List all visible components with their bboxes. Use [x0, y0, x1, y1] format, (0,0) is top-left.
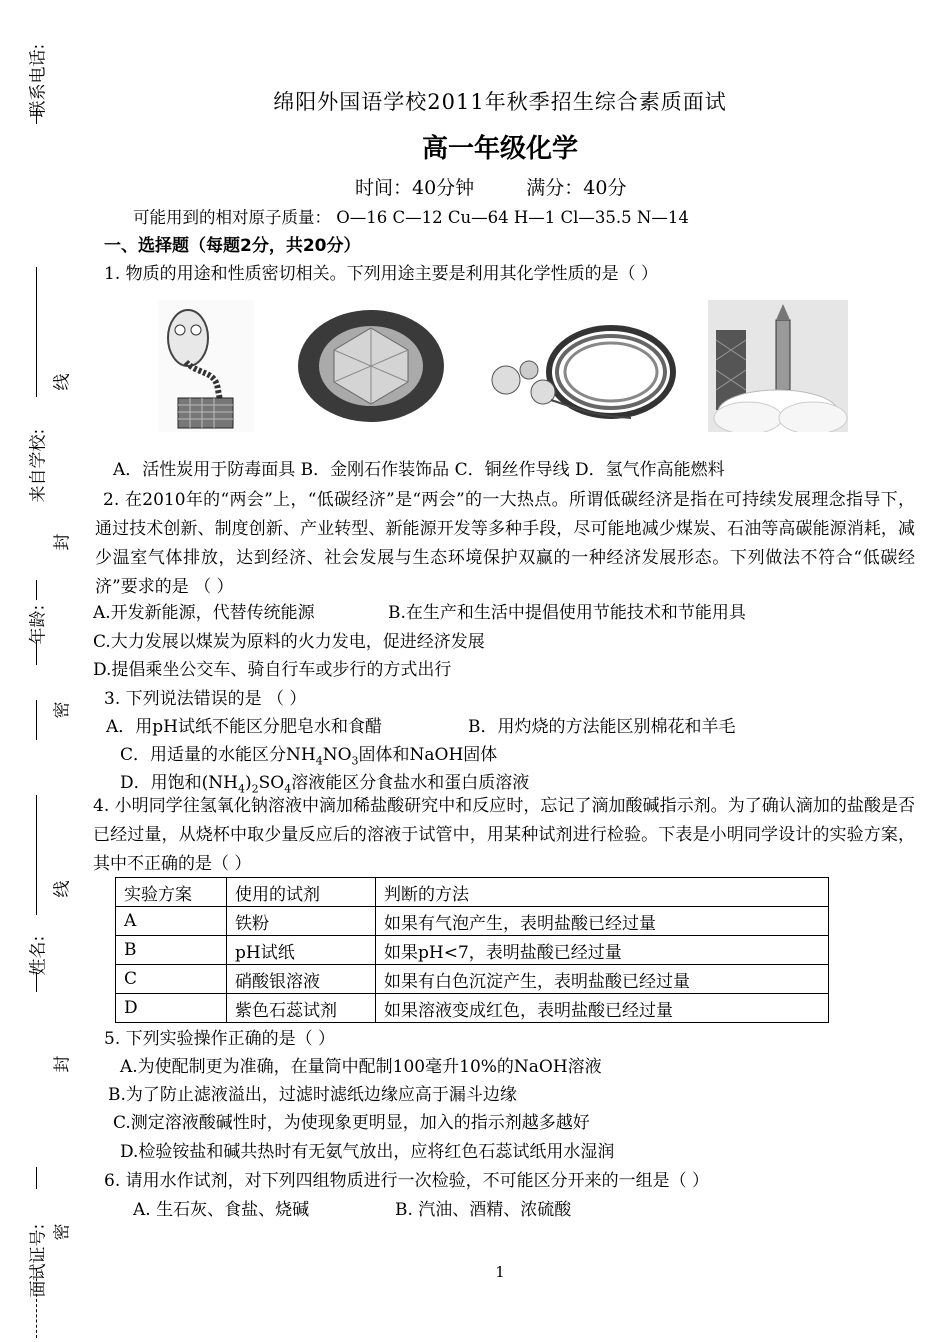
table-cell: pH试纸 — [227, 936, 376, 965]
q2-option-d: D.提倡乘坐公交车、骑自行车或步行的方式出行 — [93, 660, 452, 680]
q3-stem: 3. 下列说法错误的是 （ ） — [104, 689, 307, 709]
table-header-cell: 实验方案 — [116, 878, 227, 907]
rocket-launch-image — [708, 300, 848, 432]
q6-option-a: A. 生石灰、食盐、烧碱 — [133, 1200, 310, 1220]
q1-options: A．活性炭用于防毒面具 B．金刚石作装饰品 C．铜丝作导线 D．氢气作高能燃料 — [113, 460, 725, 480]
table-row — [116, 936, 829, 965]
q1-stem: 1. 物质的用途和性质密切相关。下列用途主要是利用其化学性质的是（ ） — [104, 264, 659, 284]
table-cell: 紫色石蕊试剂 — [227, 994, 376, 1023]
q2-stem: 2. 在2010年的“两会”上，“低碳经济”是“两会”的一大热点。所谓低碳经济是指在可持续发展理念指导下，通过技术创新、制度创新、产业转型、新能源开发等多种手段，尽可能地减少煤炭、石油等高碳能源消耗，减少温室气体排放，达到经济、社会发展与生态环境保护双赢的一种经济发展形态。下列做法不符合“低碳经济”要求的是 （ ） — [95, 490, 915, 597]
table-cell: 铁粉 — [227, 907, 376, 936]
table-cell: D — [116, 994, 227, 1023]
diamond-image — [296, 300, 446, 432]
age-fill-line-2 — [36, 640, 37, 665]
q6-option-b: B. 汽油、酒精、浓硫酸 — [395, 1200, 572, 1220]
time-limit: 时间：40分钟 — [355, 177, 475, 199]
age-fill-line — [36, 580, 37, 600]
q5-option-d: D.检验铵盐和碱共热时有无氨气放出，应将红色石蕊试纸用水湿润 — [120, 1142, 615, 1162]
q3-option-d: D．用饱和$(NH_4)_2SO_4$溶液能区分食盐水和蛋白质溶液 — [120, 773, 530, 796]
seal-secret-mark-1: 密 — [52, 701, 73, 719]
table-row — [116, 994, 829, 1023]
seal-line-mark-2: 线 — [52, 880, 73, 898]
school-title: 绵阳外国语学校2011年秋季招生综合素质面试 — [273, 90, 727, 114]
gas-mask-image — [158, 300, 254, 432]
q5-option-a: A.为使配制更为准确，在量筒中配制100毫升10%的NaOH溶液 — [120, 1057, 602, 1077]
table-cell: C — [116, 965, 227, 994]
table-header-row — [116, 878, 829, 907]
table-cell: 如果有气泡产生，表明盐酸已经过量 — [376, 907, 829, 936]
page-number: 1 — [495, 1263, 505, 1281]
seal-line-mark-1: 线 — [52, 373, 73, 391]
copper-wire-image — [481, 300, 679, 432]
table-row — [116, 907, 829, 936]
table-row — [116, 965, 829, 994]
q1-image-strip — [158, 300, 848, 432]
name-label: 姓名: — [28, 935, 49, 976]
q6-stem: 6. 请用水作试剂，对下列四组物质进行一次检验，不可能区分开来的一组是（ ） — [104, 1171, 710, 1191]
exam-info — [355, 173, 626, 200]
q5-stem: 5. 下列实验操作正确的是（ ） — [104, 1029, 336, 1049]
table-cell: B — [116, 936, 227, 965]
table-cell: 硝酸银溶液 — [227, 965, 376, 994]
q3-option-a: A．用pH试纸不能区分肥皂水和食醋 — [106, 717, 382, 737]
q5-option-c: C.测定溶液酸碱性时，为使现象更明显，加入的指示剂越多越好 — [113, 1113, 590, 1133]
seal-seal-mark-2: 封 — [52, 1055, 73, 1073]
age-fill-line-3 — [36, 700, 37, 740]
q2-option-a: A.开发新能源，代替传统能源 — [93, 603, 315, 623]
table-cell: 如果溶液变成红色，表明盐酸已经过量 — [376, 994, 829, 1023]
q4-stem: 4. 小明同学往氢氧化钠溶液中滴加稀盐酸研究中和反应时，忘记了滴加酸碱指示剂。为了确认滴加的盐酸是否已经过量，从烧杯中取少量反应后的溶液于试管中，用某种试剂进行检验。下表是小明同学设计的实验方案，其中不正确的是（ ） — [93, 796, 915, 874]
q3-option-c: C．用适量的水能区分$NH_4NO_3$固体和NaOH固体 — [120, 745, 498, 768]
school-fill-line — [36, 267, 37, 397]
subject-title: 高一年级化学 — [421, 134, 578, 164]
exam-id-fill-line — [36, 1167, 37, 1189]
phone-label: 联系电话: — [28, 43, 49, 118]
q2-option-c: C.大力发展以煤炭为原料的火力发电，促进经济发展 — [93, 632, 485, 652]
seal-secret-mark-2: 密 — [52, 1223, 73, 1241]
school-label: 来自学校: — [28, 428, 49, 503]
table-cell: 如果有白色沉淀产生，表明盐酸已经过量 — [376, 965, 829, 994]
section-heading: 一、选择题（每题2分，共20分） — [104, 236, 361, 256]
table-header-cell: 判断的方法 — [376, 878, 829, 907]
age-label: 年龄: — [28, 604, 49, 645]
atomic-masses: 可能用到的相对原子质量： O—16 C—12 Cu—64 H—1 Cl—35.5 N—14 — [133, 208, 689, 227]
q3-option-b: B．用灼烧的方法能区别棉花和羊毛 — [468, 717, 736, 737]
exam-id-label: 面试证号: — [28, 1223, 49, 1298]
name-fill-line — [36, 795, 37, 915]
seal-seal-mark-1: 封 — [52, 533, 73, 551]
q2-option-b: B.在生产和生活中提倡使用节能技术和节能用具 — [388, 603, 746, 623]
q5-option-b: B.为了防止滤液溢出，过滤时滤纸边缘应高于漏斗边缘 — [108, 1085, 517, 1105]
full-score: 满分：40分 — [526, 177, 627, 199]
table-header-cell: 使用的试剂 — [227, 878, 376, 907]
q4-experiment-table — [115, 877, 829, 1023]
table-cell: 如果pH<7，表明盐酸已经过量 — [376, 936, 829, 965]
table-cell: A — [116, 907, 227, 936]
name-fill-line-2 — [36, 972, 37, 992]
